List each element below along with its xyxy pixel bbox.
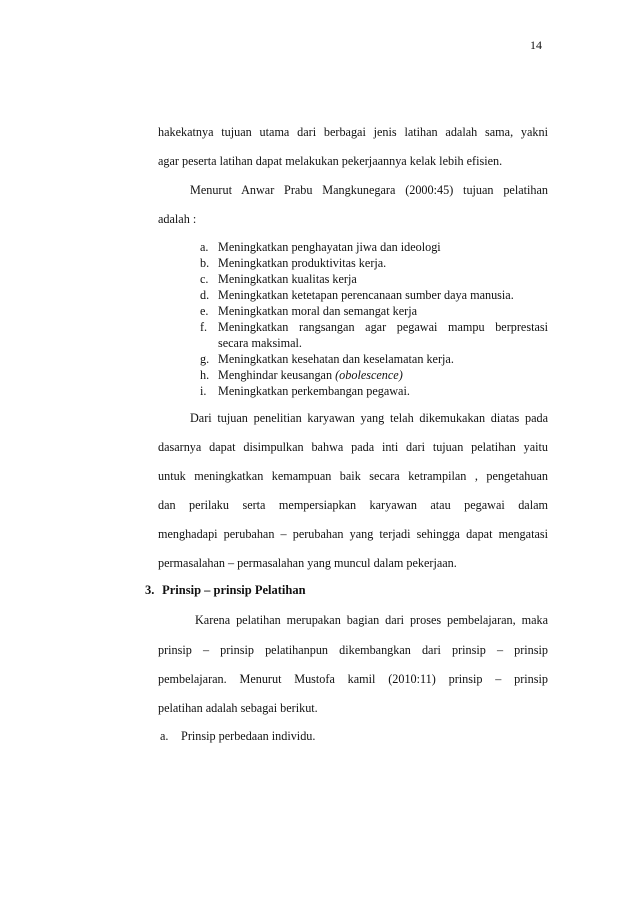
paragraph-line: dan perilaku serta mempersiapkan karyawan atau pegawai dalam bbox=[158, 498, 548, 512]
list-text: Meningkatkan ketetapan perencanaan sumber daya manusia. bbox=[218, 288, 514, 302]
list-item bbox=[200, 367, 548, 383]
italic-term: (obolescence) bbox=[335, 368, 403, 382]
section-number: 3. bbox=[145, 583, 155, 597]
paragraph-line: prinsip – prinsip pelatihanpun dikembangkan dari prinsip – prinsip bbox=[158, 643, 548, 657]
list-letter: i. bbox=[200, 384, 207, 398]
list-text: Meningkatkan produktivitas kerja. bbox=[218, 256, 387, 270]
list-text: Meningkatkan penghayatan jiwa dan ideologi bbox=[218, 240, 441, 254]
list-letter: c. bbox=[200, 272, 209, 286]
list-item bbox=[200, 255, 548, 271]
list-item bbox=[200, 351, 548, 367]
list-text: Meningkatkan perkembangan pegawai. bbox=[218, 384, 410, 398]
paragraph-line: untuk meningkatkan kemampuan baik secara ketrampilan , pengetahuan bbox=[158, 469, 548, 483]
list-letter: d. bbox=[200, 288, 210, 302]
paragraph-line: Karena pelatihan merupakan bagian dari proses pembelajaran, maka bbox=[195, 613, 548, 627]
list-text: Meningkatkan moral dan semangat kerja bbox=[218, 304, 417, 318]
list-letter: h. bbox=[200, 368, 210, 382]
list-text: Meningkatkan kualitas kerja bbox=[218, 272, 357, 286]
list-item bbox=[200, 303, 548, 319]
paragraph-line: permasalahan – permasalahan yang muncul dalam pekerjaan. bbox=[158, 556, 457, 570]
list-item bbox=[200, 383, 548, 399]
paragraph-line: pembelajaran. Menurut Mustofa kamil (2010:11) prinsip – prinsip bbox=[158, 672, 548, 686]
paragraph-line: Dari tujuan penelitian karyawan yang telah dikemukakan diatas pada bbox=[190, 411, 548, 425]
paragraph-line: hakekatnya tujuan utama dari berbagai jenis latihan adalah sama, yakni bbox=[158, 125, 548, 139]
list-letter: g. bbox=[200, 352, 210, 366]
list-item bbox=[200, 271, 548, 287]
list-item bbox=[200, 239, 548, 255]
sub-list-item bbox=[160, 729, 315, 744]
paragraph-line: menghadapi perubahan – perubahan yang terjadi sehingga dapat mengatasi bbox=[158, 527, 548, 541]
list-letter: b. bbox=[200, 256, 210, 270]
list-letter: e. bbox=[200, 304, 209, 318]
list-text: secara maksimal. bbox=[218, 336, 302, 350]
paragraph-line: dasarnya dapat disimpulkan bahwa pada inti dari tujuan pelatihan yaitu bbox=[158, 440, 548, 454]
list-text: Prinsip perbedaan individu. bbox=[181, 729, 316, 743]
list-text: Meningkatkan rangsangan agar pegawai mampu berprestasi bbox=[218, 320, 548, 334]
paragraph-line: agar peserta latihan dapat melakukan pekerjaannya kelak lebih efisien. bbox=[158, 154, 503, 168]
list-letter: a. bbox=[200, 240, 209, 254]
paragraph-line: Menurut Anwar Prabu Mangkunegara (2000:45) tujuan pelatihan bbox=[190, 183, 548, 197]
section-title: Prinsip – prinsip Pelatihan bbox=[162, 583, 306, 597]
page-number: 14 bbox=[530, 38, 542, 52]
list-letter: a. bbox=[160, 729, 169, 743]
section-heading bbox=[145, 583, 306, 598]
list-item bbox=[200, 287, 548, 303]
list-item bbox=[200, 319, 548, 335]
paragraph-line: pelatihan adalah sebagai berikut. bbox=[158, 701, 318, 715]
list-item-continuation bbox=[200, 335, 548, 351]
list-text: Menghindar keusangan (obolescence) bbox=[218, 368, 403, 382]
paragraph-line: adalah : bbox=[158, 212, 197, 226]
list-text: Meningkatkan kesehatan dan keselamatan kerja. bbox=[218, 352, 454, 366]
list-letter: f. bbox=[200, 320, 208, 334]
